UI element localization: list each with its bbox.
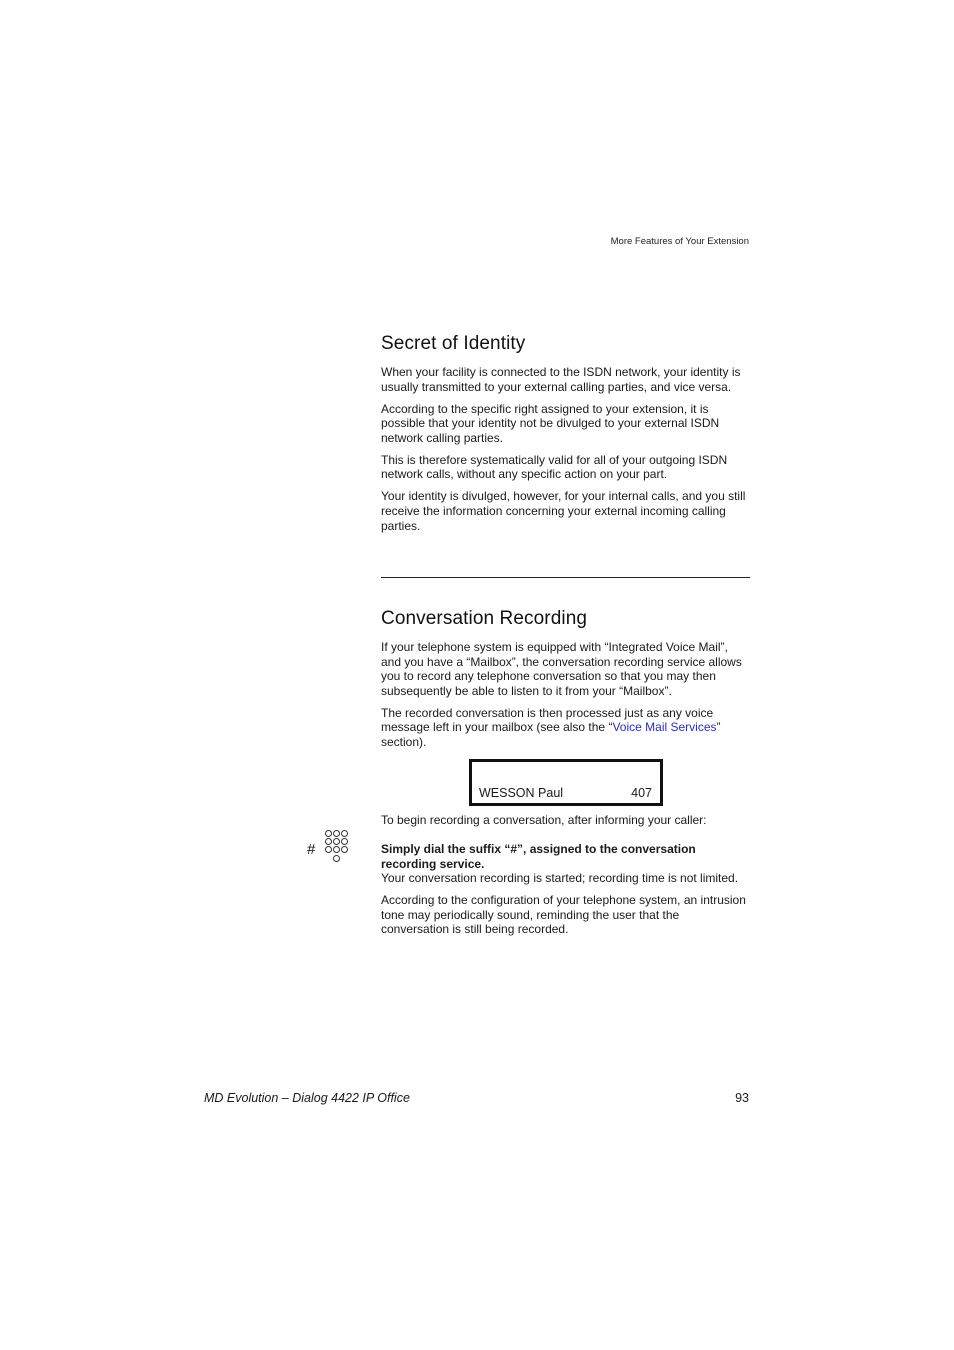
footer-page-number: 93 xyxy=(735,1091,749,1105)
display-caller-name: WESSON Paul xyxy=(479,786,564,800)
section-divider xyxy=(381,577,750,578)
instruction-step xyxy=(381,842,750,886)
instruction-result: Your conversation recording is started; recording time is not limited. xyxy=(381,871,739,886)
section-title: Secret of Identity xyxy=(381,333,526,354)
paragraph: Your identity is divulged, however, for your internal calls, and you still receive the information concerning your external incoming calling parties. xyxy=(381,489,746,533)
paragraph: According to the configuration of your telephone system, an intrusion tone may periodically sound, reminding the user that the conversation is still being recorded. xyxy=(381,893,746,937)
hash-key-symbol: # xyxy=(307,841,316,858)
footer-document-title: MD Evolution – Dialog 4422 IP Office xyxy=(204,1091,410,1105)
paragraph: This is therefore systematically valid for all of your outgoing ISDN network calls, without any specific action on your part. xyxy=(381,452,728,482)
phone-display xyxy=(469,759,663,806)
section-conversation-recording xyxy=(381,608,750,757)
section-secret-of-identity xyxy=(381,333,750,541)
paragraph: When your facility is connected to the ISDN network, your identity is usually transmitted to your external calling parties, and vice versa. xyxy=(381,365,741,394)
voice-mail-services-link[interactable]: Voice Mail Services xyxy=(612,720,717,735)
instruction-intro: To begin recording a conversation, after informing your caller: xyxy=(381,813,707,827)
running-header: More Features of Your Extension xyxy=(610,236,749,247)
paragraph: According to the specific right assigned to your extension, it is possible that your identity not be divulged to your external ISDN network calling parties. xyxy=(381,401,720,445)
recording-instructions xyxy=(381,813,750,944)
paragraph: If your telephone system is equipped with “Integrated Voice Mail”, and you have a “Mailbox”, the conversation recording service allows you to record any telephone conversation so that you may then subsequently be able to listen to it from your “Mailbox”. xyxy=(381,640,742,698)
section-title: Conversation Recording xyxy=(381,608,588,629)
display-extension: 407 xyxy=(631,786,652,800)
keypad-hint xyxy=(307,830,357,866)
paragraph: The recorded conversation is then processed just as any voice message left in your mailbox (see also the “Voice Mail Services” section). xyxy=(381,705,721,749)
instruction-bold: Simply dial the suffix “#”, assigned to the conversation recording service. xyxy=(381,841,696,871)
